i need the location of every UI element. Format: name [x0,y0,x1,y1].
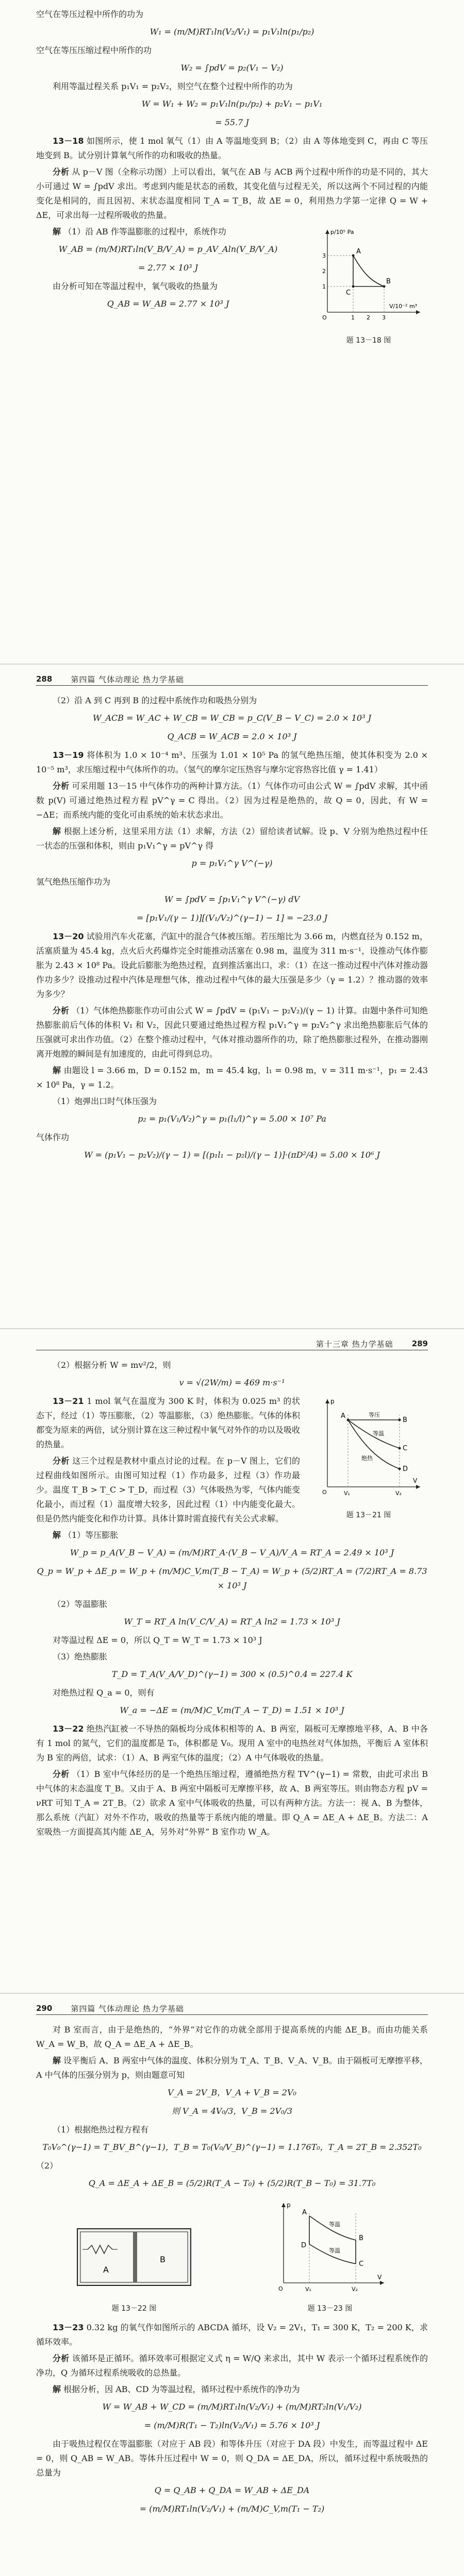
p2-problem2 [36,929,428,1002]
p4-eq4b: = (m/M)R(T₁ − T₂)ln(V₂/V₁) = 5.76 × 10³ J [144,2420,320,2430]
p1-intro2: 空气在等压压缩过程中所作的功 [36,45,152,55]
page-2-content [36,693,428,1166]
label-a: A [103,2265,109,2275]
p4-solution2 [36,2382,428,2397]
label-c: C [359,2260,364,2268]
analysis-label: 分析 [53,1456,70,1466]
analysis-text: 可采用题 13－15 中气体作功的两种计算方法。（1）气体作功可由公式 W = ∫pdV 求解，其中函数 p(V) 可通过绝热过程方程 pV^γ = C 得出。（2）因为过程是绝热的，故 Q = 0，因此，有 W = −ΔE；而系统内能的变化可由系统的始末状态求出。 [36,781,428,820]
v2-label: V₂ [395,1490,402,1497]
v-tick-3: 3 [382,314,386,321]
solution-label-2: 解 [53,1065,61,1075]
p3-sol-c: （3）绝热膨胀 [53,1652,108,1662]
p1-eq4: W_AB = (m/M)RT₁ln(V_B/V_A) = p_AV_Aln(V_B/V_A) [58,244,278,254]
solution-text: 设平衡后 A、B 两室中气体的温度、体积分别为 T_A、T_B、V_A、V_B。由于隔板可无摩擦平移，A 中气体的压强分别为 p，则由题意可知 [36,2056,428,2080]
label-a: A [356,248,361,256]
p1-eq3b: = 55.7 J [215,117,249,127]
p3-fig-block [36,1394,428,1528]
fig-caption-13-22: 题 13－22 图 [111,2304,157,2313]
p1-solution-text [36,225,300,315]
figure-13-18 [309,225,428,347]
page-3-content [36,1358,428,1841]
p2-problem [36,748,428,777]
analysis-label-2: 分析 [53,1006,70,1015]
solution-text: 根据上述分析，这里采用方法（1）求解，方法（2）留给读者试解。设 p、V 分别为绝热过程中任一状态的压强和体积，则由 p₁V₁^γ = pV^γ 得 [36,826,428,851]
p4-analysis [36,2351,428,2380]
problem-text: 如图所示，使 1 mol 氧气（1）由 A 等温地变到 B；（2）由 A 等体地变到 C，再由 C 等压地变到 B。试分别计算氧气所作的功和吸收的热量。 [36,136,428,160]
label-d: D [301,2242,307,2249]
solution-label: 解 [53,826,61,836]
p1-analysis [36,165,428,223]
problem-number-2: 13－22 [53,1724,84,1734]
p4-eq3: Q_A = ΔE_A + ΔE_B = (5/2)R(T_A − T₀) + (5/2)R(T_B − T₀) = 31.7T₀ [88,2178,376,2188]
solution-label: 解 [53,2056,61,2065]
p1-problem [36,134,428,163]
analysis-label-2: 分析 [53,1769,70,1779]
p2-eq6: p₂ = p₁(V₁/V₂)^γ = p₁(l₁/l)^γ = 5.00 × 10⁷ Pa [138,1114,326,1124]
p4-eq2: T₀V₀^(γ−1) = T_BV_B^(γ−1)，T_B = T₀(V₀/V_B)^(γ−1) = 1.176T₀，T_A = 2T_B = 2.352T₀ [42,2142,422,2152]
v-axis-label: V [377,2274,382,2281]
p3-analysis2 [36,1767,428,1839]
p3-solution [36,1528,428,1543]
analysis-text-2: （1）B 室中气体经历的是一个绝热压缩过程，遵循绝热方程 TV^(γ−1) = 常数，由此可求出 B 中气体的末态温度 T_B。又由于 A、B 两室中隔板可无摩擦平移，故 A、B 两室等压。则由物态方程 pV = νRT 可知 T_A = 2T_B。（2）欲求 A 室中气体吸收的热量，可以有两种方法。方法一：视 A、B 为整体，那么系统（汽缸）对外不作功，吸收的热量等于系统内能的增量。即 Q_A = ΔE_A + ΔE_B。方法二：A 室吸热一方面提高其内能 ΔE_A，另外对“外界” B 室作功 W_A。 [36,1769,428,1837]
p4-eq1: V_A = 2V_B，V_A + V_B = 2V₀ [168,2088,296,2097]
p4-solution [36,2054,428,2082]
p2-solution2 [36,1063,428,1092]
analysis-label: 分析 [53,2353,70,2363]
problem-text: 1 mol 氧气在温度为 300 K 时，体积为 0.025 m³ 的状态下，经过（1）等压膨胀，（2）等温膨胀，（3）绝热膨胀。气体的体积都变为原来的两倍，试分别计算在这三种过程中氧气对外作的功以及吸收的热量。 [36,1396,301,1449]
isotherm-label: 等温 [373,1430,384,1437]
isotherm-label-2: 等温 [329,2247,340,2254]
analysis-label: 分析 [53,781,70,791]
p3-sol1: （2）根据分析 W = mv²/2，则 [53,1360,171,1370]
p4-sol3: （2） [36,2161,58,2171]
fig-caption-13-21: 题 13－21 图 [346,1511,391,1519]
solution-text: （1）沿 AB 作等温膨胀的过程中，系统作功 [63,227,226,236]
page-2 [0,665,464,1329]
p4-problem [36,2320,428,2349]
cylinder-diagram-13-22 [72,2218,196,2296]
p2-sol2: （2）沿 A 到 C 再到 B 的过程中系统作功和吸热分别为 [53,696,257,705]
problem-number-2: 13－20 [53,931,84,941]
p2-eq1: W_ACB = W_AC + W_CB = W_CB = p_C(V_B − V_C) = 2.0 × 10³ J [93,713,371,723]
solution-text: （1）等压膨胀 [63,1530,119,1540]
p2-eq5: = [p₁V₁/(γ − 1)][(V₁/V₂)^(γ−1) − 1] = −23.0 J [137,913,327,923]
p4-para1: 对 B 室而言，由于是绝热的，“外界”对它作的功就全部用于提高系统的内能 ΔE_B。而由功能关系 W_A = W_B，故 Q_A = ΔE_A + ΔE_B。 [36,2025,428,2049]
p2-eq7: W = (p₁V₁ − p₂V₂)/(γ − 1) = [(p₁l₁ − p₂l)/(γ − 1)]·(πD²/4) = 5.00 × 10⁶ J [84,1150,380,1160]
p3-eq1: v = √(2W/m) = 469 m·s⁻¹ [179,1378,285,1387]
p3-eq2: W_p = p_A(V_B − V_A) = (m/M)RT_A·(V_B − V_A)/V_A = RT_A = 2.49 × 10³ J [70,1548,394,1557]
origin-label: O [322,1489,327,1496]
label-b: B [359,2234,363,2242]
problem-number: 13－21 [53,1396,84,1406]
v-tick-2: 2 [367,314,370,321]
page-1 [0,0,464,665]
chapter-title: 第十三章 热力学基础 [316,1339,393,1349]
p2-eq4: W = ∫pdV = ∫p₁V₁^γ V^(−γ) dV [164,894,300,904]
running-header [36,673,428,686]
p3-eq6: W_a = −ΔE = (m/M)C_V,m(T_A − T_D) = 1.51 × 10³ J [120,1705,344,1715]
problem-text-2: 绝热汽缸被一不导热的隔板均分成体积相等的 A、B 两室，隔板可无摩擦地平移，A、B 中各有 1 mol 的氮气，它们的温度都是 T₀，体积都是 V₀。现用 A 室中的电热丝对气体加热，平衡后 A 室体积为 B 室的两倍，试求：（1）A、B 两室气体的温度；（2）A 中气体吸收的热量。 [36,1724,428,1762]
p1-eq2: W₂ = ∫pdV = p₂(V₁ − V₂) [180,63,284,73]
p1-eq4b: = 2.77 × 10³ J [138,263,198,273]
p3-sol-b2: 对等温过程 ΔE = 0，所以 Q_T = W_T = 1.73 × 10³ J [53,1635,262,1645]
p-tick-1: 1 [322,283,326,290]
v-tick-1: 1 [351,314,355,321]
label-c: C [346,289,351,297]
analysis-text-2: （1）气体绝热膨胀作功可由公式 W = ∫pdV = (p₁V₁ − p₂V₂)/(γ − 1) 计算。由题中条件可知绝热膨胀前后气体的体积 V₁ 和 V₂，因此只要通过绝热过程方程 p₁V₁^γ = p₂V₂^γ 求出绝热膨胀后气体的压强就可求出作功值。（2）在整个推动过程中，气体对推动器所作的功，除了绝热膨胀过程外，在推动器刚离开炮膛的瞬间是有加速度的，由此可得到总功。 [36,1006,428,1059]
page-number: 288 [36,674,53,684]
isotherm-label-1: 等温 [329,2221,340,2228]
pv-diagram-13-23 [268,2198,392,2296]
label-b: B [403,1416,407,1424]
v1-label: V₁ [344,1490,350,1497]
p1-eq5: Q_AB = W_AB = 2.77 × 10³ J [107,299,229,309]
p2-sol2c: （1）炮弹出口时气体压强为 [53,1096,157,1106]
pv-diagram-13-18 [312,225,425,328]
p1-solution [36,225,300,239]
p3-problem2 [36,1722,428,1765]
p1-eq1: W₁ = (m/M)RT₁ln(V₂/V₁) = p₁V₁ln(p₁/p₂) [150,27,314,37]
fig-caption-13-23: 题 13－23 图 [307,2304,353,2313]
p-axis-label: p [330,1398,335,1405]
p1-intro: 空气在等压过程中所作的功为 [36,9,144,19]
p3-sol-b: （2）等温膨胀 [53,1599,108,1609]
page-4-content [36,2023,428,2520]
label-d: D [403,1465,408,1473]
label-c: C [403,1445,408,1452]
p-tick-3: 3 [322,252,326,259]
page-number: 289 [411,1339,428,1348]
problem-number: 13－19 [53,750,84,760]
p1-para3: 利用等温过程关系 p₁V₁ = p₂V₂，则空气在整个过程中所作的功为 [53,81,293,91]
isobar-label: 等压 [369,1412,380,1418]
solution-text-2: 根据分析，因 AB、CD 为等温过程，循环过程中系统作的净功为 [63,2384,300,2394]
p4-eq1b: 则 V_A = 4V₀/3，V_B = 2V₀/3 [171,2106,293,2116]
problem-text-2: 试验用汽车火花塞，汽缸中的混合气体被压缩。若压缩比为 3.66 m，内燃直径为 0.152 m，活塞质量为 45.4 kg，点火后火药爆炸完全时能推动活塞在 0.98 m，温度为 311 m·s⁻¹，设推动气体作膨胀为 2.43 × 10⁸ Pa。设此后膨胀为绝热过程，直到推活塞出口，求：（1）在这一推动过程中汽体对推动器作功多少？设推动过程中汽体是理想气体，推动过程中气体的最大压强是多少（γ = 1.2）？推动器的效率为多少？ [36,931,428,999]
v1-label: V₁ [305,2286,311,2293]
p2-analysis2 [36,1004,428,1061]
page-4 [0,1994,464,2576]
label-a: A [302,2209,307,2216]
p4-eq4: W = W_AB + W_CD = (m/M)RT₁ln(V₂/V₁) + (m/M)RT₂ln(V₁/V₂) [102,2401,362,2412]
p-axis-label: p/10⁵ Pa [330,229,354,235]
v2-label: V₂ [352,2286,358,2293]
analysis-text: 这三个过程是教材中重点讨论的过程。在 p－V 图上，它们的过程曲线如图所示。由图可知过程（1）作功最多，过程（3）作功最少。温度 T_B > T_C > T_D，而过程（3）气体吸热为零，气体内能变化最小，而过程（1）温度增大较多，因此过程（1）中内能变化最大。但是仍然内能变化和作功计算。具体计算时需直接代有关公式求解。 [36,1456,300,1523]
p3-eq3: Q_p = W_p + ΔE_p = W_p + (m/M)C_V,m(T_B − T_A) = W_p + (5/2)RT_A = (7/2)RT_A = 8.73 × 10³ J [37,1566,427,1590]
adiabat-ad [348,1420,400,1469]
label-a: A [341,1412,345,1420]
partition [133,2232,137,2282]
problem-number: 13－18 [53,136,84,146]
isotherm-ab [353,256,384,286]
p3-eq5: T_D = T_A(V_A/V_D)^(γ−1) = 300 × (0.5)^0.4 = 227.4 K [111,1669,353,1679]
figure-13-22 [72,2218,196,2315]
solution-label-2: 解 [53,2384,61,2394]
solution-label: 解 [53,1530,61,1540]
analysis-text: 从 p－V 图（全称示功图）上可以看出，氧气在 AB 与 ACB 两个过程中所作的功是不同的，其大小可通过 W = ∫pdV 求出。考虑到内能是状态的函数，其变化值与过程无关，所以这两个不同过程的内能变化是相同的，而且因初、末状态温度相同 T_A = T_B，故 ΔE = 0，利用热力学第一定律 Q = W + ΔE，可求出每一过程所吸收的热量。 [36,167,428,220]
adiabat-label: 绝热 [361,1455,373,1462]
figure-13-23 [268,2198,392,2315]
solution-text-2: 由题设 l = 3.66 m，D = 0.152 m，m = 45.4 kg，l₁ = 0.98 m，v = 311 m·s⁻¹，p₁ = 2.43 × 10⁸ Pa，γ = 1.2。 [36,1065,428,1090]
solution-label: 解 [53,227,61,236]
v-axis-label: V/10⁻² m³ [389,303,418,310]
fig-caption-13-18: 题 13－18 图 [346,336,391,345]
p-axis-label: p [287,2201,291,2209]
figure-13-21 [309,1394,428,1522]
origin-label: O [278,2285,283,2292]
p1-fig-block [36,225,428,347]
chapter-title: 第四篇 气体动理论 热力学基础 [71,2004,184,2013]
v-axis-label: V [413,1477,418,1484]
analysis-text: 该循环是正循环。循环效率可根据定义式 η = W/Q 来求出，其中 W 表示一个循环过程系统作的净功，Q 为循环过程系统吸收的总热量。 [36,2353,428,2378]
page-number: 290 [36,2004,53,2013]
p2-sol-b: 氢气绝热压缩作功为 [36,877,111,887]
page-1-content [36,7,428,347]
p2-eq2: Q_ACB = W_ACB = 2.0 × 10³ J [167,732,297,741]
p1-sol1b: 由分析可知在等温过程中，氧气吸收的热量为 [53,281,218,291]
p2-solution [36,824,428,853]
origin-label: O [322,314,327,321]
pv-diagram-13-21 [312,1394,425,1502]
p3-eq4: W_T = RT_A ln(V_C/V_A) = RT_A ln2 = 1.73 × 10³ J [124,1617,340,1626]
p4-figures [36,2198,428,2315]
p3-problem [36,1394,300,1452]
p2-sol2d: 气体作功 [36,1132,70,1142]
page-3 [0,1329,464,1994]
analysis-label: 分析 [53,167,70,177]
p4-sol5: 由于吸热过程仅在等温膨胀（对应于 AB 段）和等体升压（对应于 DA 段）中发生，而等温过程中 ΔE = 0，则 Q_AB = W_AB。等体升压过程中 W = 0，则 Q_DA = ΔE_DA，所以，循环过程中系统吸热的总量为 [36,2438,428,2478]
p3-text-col [36,1394,300,1528]
isotherm-t1 [309,2216,356,2240]
p3-sol-c2: 对绝热过程 Q_a = 0，则有 [53,1688,155,1698]
chapter-title: 第四篇 气体动理论 热力学基础 [71,674,184,684]
problem-text: 将体积为 1.0 × 10⁻⁴ m³、压强为 1.01 × 10⁵ Pa 的氢气绝热压缩，使其体积变为 2.0 × 10⁻⁵ m³，求压缩过程中气体所作的功。（氢气的摩尔定压热容与摩尔定容热容比值 γ = 1.41） [36,750,428,774]
p3-analysis [36,1454,300,1526]
p-tick-2: 2 [322,268,326,275]
problem-text: 0.32 kg 的氧气作如图所示的 ABCDA 循环，设 V₂ = 2V₁，T₁ = 300 K，T₂ = 200 K，求循环效率。 [36,2322,428,2347]
p2-eq3: p = p₁V₁^γ V^(−γ) [191,858,273,868]
label-b: B [160,2255,165,2264]
p4-eq5b: = (m/M)RT₁ln(V₂/V₁) + (m/M)C_V,m(T₁ − T₂) [139,2503,325,2514]
problem-number: 13－23 [53,2322,84,2332]
p1-eq3: W = W₁ + W₂ = p₁V₁ln(p₁/p₂) + p₂V₁ − p₁V₁ [141,99,323,109]
running-header [36,2002,428,2015]
p4-sol2: （1）根据绝热过程方程有 [53,2125,149,2134]
running-header [36,1337,428,1350]
p2-analysis [36,779,428,822]
label-b: B [386,278,391,285]
p4-eq5: Q = Q_AB + Q_DA = W_AB + ΔE_DA [154,2485,310,2495]
